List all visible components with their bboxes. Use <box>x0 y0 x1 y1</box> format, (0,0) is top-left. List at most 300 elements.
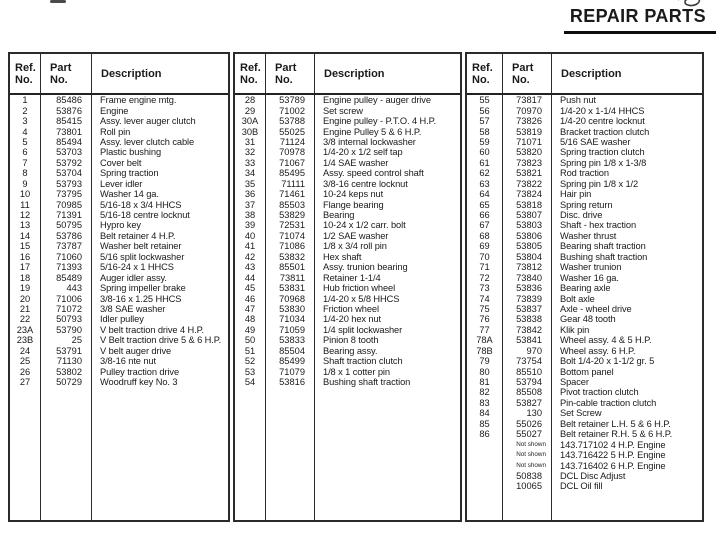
table-row <box>10 283 228 293</box>
ref-no-cell: 60 <box>467 147 503 157</box>
description-cell: Engine <box>100 105 129 116</box>
table-row <box>10 325 228 335</box>
ref-no-cell: 44 <box>235 272 266 282</box>
table-row <box>235 272 460 282</box>
table-row <box>467 252 702 262</box>
header-part-line1: Part <box>512 61 534 74</box>
ref-no-cell: 47 <box>235 304 266 314</box>
part-no-cell: 71002 <box>266 105 315 115</box>
table-row <box>467 460 702 470</box>
ref-no-cell: 4 <box>10 126 41 136</box>
description-cell: Bearing assy. <box>323 345 378 356</box>
header-description <box>552 54 702 93</box>
description-cell: 1/4 SAE washer <box>323 157 389 168</box>
table-row <box>10 241 228 251</box>
ref-no-cell: 50 <box>235 335 266 345</box>
part-no-cell: 25 <box>41 335 92 345</box>
description-cell: 5/16-18 centre locknut <box>100 210 190 221</box>
table-row <box>235 366 460 376</box>
table-row <box>10 189 228 199</box>
table-row <box>467 346 702 356</box>
description-cell: Bushing shaft traction <box>323 377 411 388</box>
ref-no-cell: 78B <box>467 346 503 356</box>
part-no-cell: 71079 <box>266 366 315 376</box>
part-no-cell: 53803 <box>503 220 552 230</box>
ref-no-cell: 61 <box>467 158 503 168</box>
header-ref-no <box>10 54 41 93</box>
description-cell: 5/16-24 x 1 HHCS <box>100 262 174 273</box>
table-row <box>235 241 460 251</box>
ref-no-cell: 63 <box>467 179 503 189</box>
header-ref-no <box>467 54 503 93</box>
table-row <box>467 293 702 303</box>
table-row <box>467 419 702 429</box>
empty-table-area <box>10 387 228 520</box>
table-row <box>10 335 228 345</box>
ref-no-cell: 59 <box>467 137 503 147</box>
table-row <box>467 262 702 272</box>
description-cell: 143.716402 6 H.P. Engine <box>560 460 666 471</box>
part-no-cell: 50729 <box>41 377 92 387</box>
part-no-cell: 70968 <box>266 293 315 303</box>
description-cell: Belt retainer 4 H.P. <box>100 230 176 241</box>
empty-ref-col <box>467 492 503 520</box>
part-no-cell: 53790 <box>41 325 92 335</box>
table-row <box>467 471 702 481</box>
ref-no-cell: 66 <box>467 210 503 220</box>
part-no-cell: 53829 <box>266 210 315 220</box>
ref-no-cell: 67 <box>467 220 503 230</box>
table-row <box>235 335 460 345</box>
empty-desc-col <box>552 492 702 520</box>
table-row <box>467 158 702 168</box>
ref-no-cell: 36 <box>235 189 266 199</box>
ref-no-cell: 9 <box>10 179 41 189</box>
table-row <box>10 314 228 324</box>
empty-table-area <box>235 387 460 520</box>
table-row <box>467 168 702 178</box>
description-cell: Rod traction <box>560 168 609 179</box>
part-no-cell: 85499 <box>266 356 315 366</box>
ref-no-cell: 84 <box>467 408 503 418</box>
part-no-cell: Not shown <box>503 450 552 460</box>
part-no-cell: 70970 <box>503 105 552 115</box>
table-row <box>235 377 460 387</box>
ref-no-cell <box>467 460 503 470</box>
empty-part-col <box>266 387 315 520</box>
ref-no-cell: 2 <box>10 105 41 115</box>
description-cell: Set screw <box>323 105 363 116</box>
table-row <box>235 179 460 189</box>
table-row <box>10 366 228 376</box>
empty-desc-col <box>92 387 228 520</box>
rows-list <box>10 95 228 387</box>
ref-no-cell: 15 <box>10 241 41 251</box>
part-no-cell: 71391 <box>41 210 92 220</box>
empty-table-area <box>467 492 702 520</box>
description-cell: Gear 48 tooth <box>560 314 616 325</box>
part-no-cell: 73801 <box>41 126 92 136</box>
table-row <box>10 126 228 136</box>
ref-no-cell: 24 <box>10 346 41 356</box>
table-row <box>467 408 702 418</box>
ref-no-cell: 74 <box>467 293 503 303</box>
parts-table-section-2 <box>233 52 462 522</box>
part-no-cell: 71393 <box>41 262 92 272</box>
table-row <box>10 199 228 209</box>
table-row <box>10 346 228 356</box>
description-cell: 3/8 SAE washer <box>100 303 166 314</box>
table-row <box>235 220 460 230</box>
description-cell: Shaft traction clutch <box>323 356 403 367</box>
table-row <box>467 283 702 293</box>
empty-desc-col <box>315 387 460 520</box>
table-row <box>467 429 702 439</box>
empty-ref-col <box>235 387 266 520</box>
table-row <box>467 377 702 387</box>
part-no-cell: 55026 <box>503 419 552 429</box>
part-no-cell: 73824 <box>503 189 552 199</box>
part-no-cell: 73754 <box>503 356 552 366</box>
ref-no-cell: 23B <box>10 335 41 345</box>
part-no-cell: 85415 <box>41 116 92 126</box>
table-row <box>10 293 228 303</box>
ref-no-cell: 26 <box>10 366 41 376</box>
ref-no-cell: 78A <box>467 335 503 345</box>
table-body <box>467 95 702 520</box>
header-part-line2: No. <box>512 73 530 86</box>
ref-no-cell: 76 <box>467 314 503 324</box>
part-no-cell: 73842 <box>503 325 552 335</box>
table-row <box>467 241 702 251</box>
ref-no-cell: 70 <box>467 252 503 262</box>
ref-no-cell: 30B <box>235 126 266 136</box>
description-cell: Roll pin <box>100 126 131 137</box>
description-cell: Engine pulley - P.T.O. 4 H.P. <box>323 116 437 127</box>
part-no-cell: 71059 <box>266 325 315 335</box>
part-no-cell: 53806 <box>503 231 552 241</box>
ref-no-cell: 68 <box>467 231 503 241</box>
ref-no-cell: 42 <box>235 252 266 262</box>
part-no-cell: 85503 <box>266 199 315 209</box>
part-no-cell: 53838 <box>503 314 552 324</box>
part-no-cell: 73787 <box>41 241 92 251</box>
ref-no-cell: 54 <box>235 377 266 387</box>
part-no-cell: 53821 <box>503 168 552 178</box>
part-no-cell: 53876 <box>41 105 92 115</box>
ref-no-cell: 19 <box>10 283 41 293</box>
part-no-cell: 70985 <box>41 199 92 209</box>
ref-no-cell: 79 <box>467 356 503 366</box>
ref-no-cell: 41 <box>235 241 266 251</box>
ref-no-cell: 18 <box>10 272 41 282</box>
ref-no-cell: 65 <box>467 199 503 209</box>
ref-no-cell: 56 <box>467 105 503 115</box>
table-row <box>235 168 460 178</box>
part-no-cell: 85501 <box>266 262 315 272</box>
description-cell: Washer trunion <box>560 262 622 273</box>
description-cell: 3/8-16 centre locknut <box>323 178 408 189</box>
description-cell: 1/8 x 3/4 roll pin <box>323 241 387 252</box>
table-row <box>235 252 460 262</box>
table-row <box>10 262 228 272</box>
part-no-cell: 53827 <box>503 398 552 408</box>
description-cell: Frame engine mtg. <box>100 95 177 106</box>
description-cell: Disc. drive <box>560 210 603 221</box>
parts-table <box>8 52 704 522</box>
description-cell: Lever idler <box>100 178 143 189</box>
ref-no-cell: 83 <box>467 398 503 408</box>
description-cell: Spring impeller brake <box>100 283 186 294</box>
description-cell: Engine pulley - auger drive <box>323 95 431 106</box>
ref-no-cell: 55 <box>467 95 503 105</box>
part-no-cell: 85508 <box>503 387 552 397</box>
ref-no-cell: 45 <box>235 283 266 293</box>
table-row <box>235 199 460 209</box>
part-no-cell: 50795 <box>41 220 92 230</box>
ref-no-cell <box>467 481 503 491</box>
ref-no-cell: 14 <box>10 231 41 241</box>
table-header-row <box>467 54 702 95</box>
description-cell: 10-24 x 1/2 carr. bolt <box>323 220 406 231</box>
header-part-line2: No. <box>50 73 68 86</box>
part-no-cell: 53837 <box>503 304 552 314</box>
ref-no-cell: 64 <box>467 189 503 199</box>
description-cell: Washer 14 ga. <box>100 189 159 200</box>
part-no-cell: 85489 <box>41 272 92 282</box>
description-cell: 10-24 keps nut <box>323 189 384 200</box>
description-cell: 3/8 internal lockwasher <box>323 136 416 147</box>
ref-no-cell: 5 <box>10 137 41 147</box>
table-row <box>467 210 702 220</box>
part-no-cell: 53792 <box>41 158 92 168</box>
table-row <box>467 272 702 282</box>
part-no-cell: 73822 <box>503 179 552 189</box>
part-no-cell: 85510 <box>503 366 552 376</box>
part-no-cell: 85495 <box>266 168 315 178</box>
part-no-cell: 970 <box>503 346 552 356</box>
part-no-cell: 55025 <box>266 126 315 136</box>
ref-no-cell: 85 <box>467 419 503 429</box>
table-row <box>10 168 228 178</box>
empty-part-col <box>41 387 92 520</box>
table-row <box>467 179 702 189</box>
part-no-cell: 53805 <box>503 241 552 251</box>
description-cell: Belt retainer R.H. 5 & 6 H.P. <box>560 429 673 440</box>
description-cell: Spring traction <box>100 168 159 179</box>
description-cell: 1/4-20 x 1-1/4 HHCS <box>560 105 645 116</box>
description-cell: 1/8 x 1 cotter pin <box>323 366 390 377</box>
ref-no-cell: 32 <box>235 147 266 157</box>
table-body <box>235 95 460 520</box>
ref-no-cell: 86 <box>467 429 503 439</box>
part-no-cell: 71071 <box>503 137 552 147</box>
part-no-cell: 55027 <box>503 429 552 439</box>
ref-no-cell: 20 <box>10 293 41 303</box>
table-row <box>467 95 702 105</box>
header-desc-label: Description <box>561 67 622 80</box>
ref-no-cell: 80 <box>467 366 503 376</box>
description-cell: Hub friction wheel <box>323 283 396 294</box>
description-cell: V belt auger drive <box>100 345 172 356</box>
ref-no-cell: 39 <box>235 220 266 230</box>
table-row <box>235 293 460 303</box>
description-cell: Hex shaft <box>323 251 362 262</box>
ref-no-cell: 72 <box>467 272 503 282</box>
description-cell: Pulley traction drive <box>100 366 180 377</box>
description-cell: 1/4-20 x 5/8 HHCS <box>323 293 400 304</box>
ref-no-cell: 29 <box>235 105 266 115</box>
table-row <box>467 105 702 115</box>
ref-no-cell: 16 <box>10 252 41 262</box>
header-part-line1: Part <box>50 61 72 74</box>
ref-no-cell: 11 <box>10 199 41 209</box>
part-no-cell: 71124 <box>266 137 315 147</box>
ref-no-cell: 46 <box>235 293 266 303</box>
ref-no-cell: 48 <box>235 314 266 324</box>
description-cell: Retainer 1-1/4 <box>323 272 381 283</box>
header-desc-label: Description <box>101 67 162 80</box>
part-no-cell: 71067 <box>266 158 315 168</box>
scan-smudge-mark <box>50 0 66 3</box>
table-row <box>10 116 228 126</box>
ref-no-cell: 30A <box>235 116 266 126</box>
description-cell: 1/4 split lockwasher <box>323 324 403 335</box>
header-ref-line2: No. <box>15 73 33 86</box>
ref-no-cell: 52 <box>235 356 266 366</box>
part-no-cell: 71072 <box>41 304 92 314</box>
description-cell: 143.716422 5 H.P. Engine <box>560 450 666 461</box>
ref-no-cell <box>467 439 503 449</box>
part-no-cell: 53804 <box>503 252 552 262</box>
part-no-cell: 130 <box>503 408 552 418</box>
header-part-line2: No. <box>275 73 293 86</box>
ref-no-cell <box>467 471 503 481</box>
table-header-row <box>10 54 228 95</box>
table-row <box>235 304 460 314</box>
part-no-cell: 53793 <box>41 179 92 189</box>
ref-no-cell: 6 <box>10 147 41 157</box>
header-ref-no <box>235 54 266 93</box>
description-cell: 1/4-20 centre locknut <box>560 116 645 127</box>
part-no-cell: 53831 <box>266 283 315 293</box>
ref-no-cell: 35 <box>235 179 266 189</box>
description-cell: Wheel assy. 4 & 5 H.P. <box>560 335 652 346</box>
description-cell: Hair pin <box>560 189 592 200</box>
table-row <box>10 179 228 189</box>
table-row <box>467 231 702 241</box>
description-cell: Assy. lever auger clutch <box>100 116 196 127</box>
table-row <box>467 189 702 199</box>
table-header-row <box>235 54 460 95</box>
part-no-cell: Not shown <box>503 460 552 470</box>
ref-no-cell: 33 <box>235 158 266 168</box>
table-row <box>235 126 460 136</box>
empty-part-col <box>503 492 552 520</box>
description-cell: Bolt 1/4-20 x 1-1/2 gr. 5 <box>560 356 655 367</box>
table-row <box>235 325 460 335</box>
description-cell: Assy. lever clutch cable <box>100 136 195 147</box>
description-cell: Shaft - hex traction <box>560 220 637 231</box>
header-part-line1: Part <box>275 61 297 74</box>
table-row <box>235 262 460 272</box>
rows-list <box>467 95 702 492</box>
ref-no-cell <box>467 450 503 460</box>
part-no-cell: 85486 <box>41 95 92 105</box>
part-no-cell: 53819 <box>503 126 552 136</box>
empty-ref-col <box>10 387 41 520</box>
description-cell: Push nut <box>560 95 596 106</box>
rows-list <box>235 95 460 387</box>
description-cell: 5/16 SAE washer <box>560 136 631 147</box>
description-cell: Bottom panel <box>560 366 614 377</box>
description-cell: Bearing axle <box>560 283 611 294</box>
ref-no-cell: 51 <box>235 346 266 356</box>
ref-no-cell: 10 <box>10 189 41 199</box>
description-cell: Bracket traction clutch <box>560 126 650 137</box>
table-row <box>467 199 702 209</box>
header-part-no <box>41 54 92 93</box>
description-cell: DCL Disc Adjust <box>560 470 626 481</box>
description-cell: Auger idler assy. <box>100 272 167 283</box>
description-cell: Bushing shaft traction <box>560 251 648 262</box>
table-row <box>467 325 702 335</box>
ref-no-cell: 27 <box>10 377 41 387</box>
part-no-cell: 85504 <box>266 346 315 356</box>
description-cell: Engine Pulley 5 & 6 H.P. <box>323 126 422 137</box>
description-cell: Axle - wheel drive <box>560 303 632 314</box>
ref-no-cell: 77 <box>467 325 503 335</box>
ref-no-cell: 75 <box>467 304 503 314</box>
ref-no-cell: 7 <box>10 158 41 168</box>
table-row <box>235 158 460 168</box>
description-cell: Assy. trunion bearing <box>323 262 408 273</box>
part-no-cell: 72531 <box>266 220 315 230</box>
table-row <box>10 356 228 366</box>
table-row <box>467 439 702 449</box>
part-no-cell: 71111 <box>266 179 315 189</box>
part-no-cell: 73823 <box>503 158 552 168</box>
table-row <box>467 137 702 147</box>
header-ref-line1: Ref. <box>472 61 493 74</box>
ref-no-cell: 17 <box>10 262 41 272</box>
description-cell: 5/16 split lockwasher <box>100 251 185 262</box>
part-no-cell: 71006 <box>41 293 92 303</box>
ref-no-cell: 34 <box>235 168 266 178</box>
table-row <box>10 158 228 168</box>
ref-no-cell: 40 <box>235 231 266 241</box>
table-row <box>235 105 460 115</box>
ref-no-cell: 58 <box>467 126 503 136</box>
table-row <box>235 346 460 356</box>
table-row <box>467 116 702 126</box>
part-no-cell: 53802 <box>41 366 92 376</box>
description-cell: Idler pulley <box>100 314 144 325</box>
table-row <box>235 210 460 220</box>
part-no-cell: 53789 <box>266 95 315 105</box>
part-no-cell: 70978 <box>266 147 315 157</box>
description-cell: Washer thrust <box>560 230 617 241</box>
table-row <box>467 481 702 491</box>
table-row <box>235 189 460 199</box>
ref-no-cell: 71 <box>467 262 503 272</box>
part-no-cell: 73811 <box>266 272 315 282</box>
description-cell: 1/4-20 x 1/2 self tap <box>323 147 403 158</box>
header-part-no <box>266 54 315 93</box>
description-cell: Bearing <box>323 210 355 221</box>
part-no-cell: 53816 <box>266 377 315 387</box>
ref-no-cell: 23A <box>10 325 41 335</box>
